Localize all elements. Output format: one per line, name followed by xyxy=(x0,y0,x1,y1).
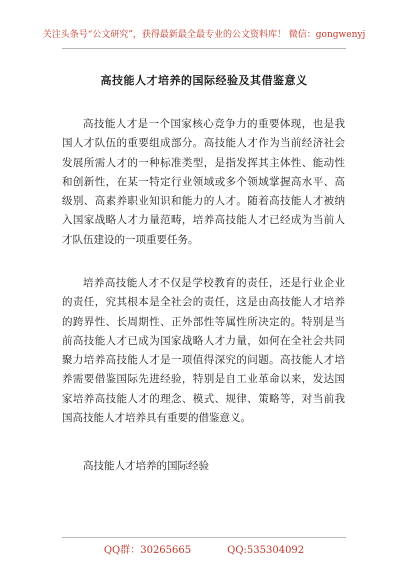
document-title: 高技能人才培养的国际经验及其借鉴意义 xyxy=(100,74,308,87)
footer-qq-group: QQ群：30265665 xyxy=(103,545,192,556)
footer-qq: QQ:535304092 xyxy=(227,545,305,556)
footer xyxy=(0,541,408,556)
body-paragraph-2: 培养高技能人才不仅是学校教育的责任，还是行业企业的责任，究其根本是全社会的责任，这是由高技能人才培养的跨界性、长周期性、正外部性等属性所决定的。特别是当前高技能人才已成为国家战略人才力量，如何在全社会共同聚力培养高技能人才是一项值得深究的问题。高技能人才培养需要借鉴国际先进经验，特别是自工业革命以来，发达国家培养高技能人才的理念、模式、规律、策略等，对当前我国高技能人才培养具有重要的借鉴意义。 xyxy=(62,277,345,425)
header-divider xyxy=(62,48,346,49)
section-heading: 高技能人才培养的国际经验 xyxy=(83,460,209,472)
body-paragraph-1: 高技能人才是一个国家核心竞争力的重要体现，也是我国人才队伍的重要组成部分。高技能人才作为当前经济社会发展所需人才的一种标准类型，是指发挥其主体性、能动性和创新性，在某一特定行业领域或多个领域掌握高水平、高级别、高素养职业知识和能力的人才。随着高技能人才被纳入国家战略人才力量范畴，培养高技能人才已经成为当前人才队伍建设的一项重要任务。 xyxy=(62,118,345,246)
footer-divider xyxy=(62,537,346,538)
header-banner: 关注头条号“公文研究”，获得最新最全最专业的公文资料库！ 微信：gongwenyj xyxy=(42,30,366,40)
